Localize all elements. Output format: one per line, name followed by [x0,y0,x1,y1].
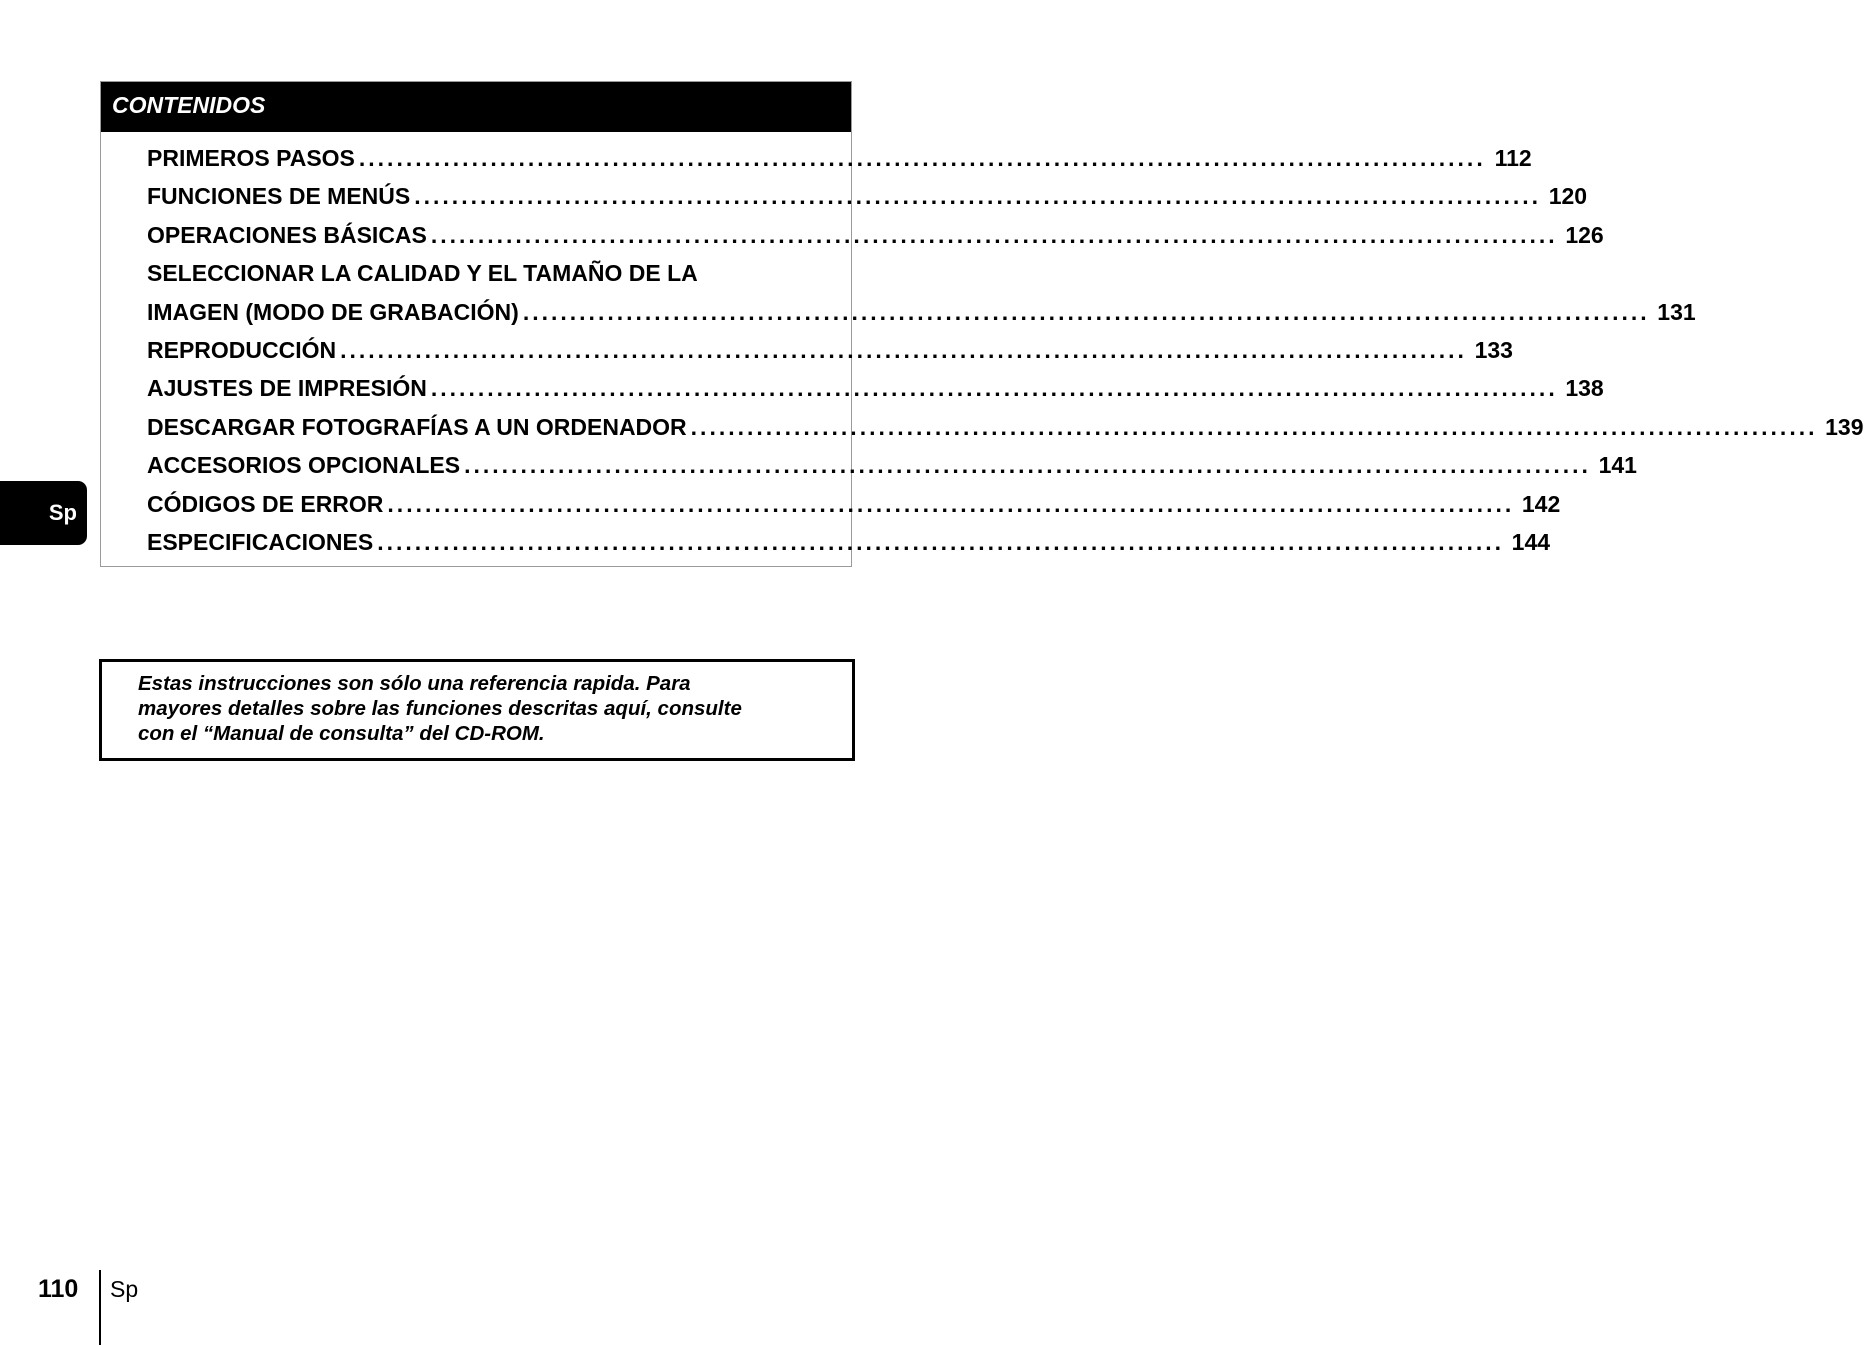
toc-entry-title: ESPECIFICACIONES [147,528,374,555]
dot-leader: ........................................................................................................................ [430,221,1558,248]
toc-entry-page: 112 [1494,145,1532,171]
dot-leader: ........................................................................................................................ [464,452,1591,479]
toc-entry-page: 126 [1565,221,1604,248]
toc-entry-title: OPERACIONES BÁSICAS [147,221,427,248]
toc-entry-page: 142 [1521,490,1561,517]
toc-entry[interactable] [147,293,1696,331]
toc-list [147,139,1864,561]
dot-leader: ........................................................................................................................ [340,336,1467,363]
note-line: Estas instrucciones son sólo una referencia rapida. Para [138,672,691,695]
dot-leader: ........................................................................................................................ [387,490,1515,517]
table-of-contents [100,81,1864,567]
toc-entry-title: REPRODUCCIÓN [147,336,337,363]
footer-language: Sp [110,1276,139,1302]
dot-leader: ........................................................................................................................ [522,298,1650,325]
toc-entry-title: IMAGEN (MODO DE GRABACIÓN) [147,298,519,325]
toc-entry-title: SELECCIONAR LA CALIDAD Y EL TAMAÑO DE LA [147,260,698,287]
language-tab: Sp [0,481,87,545]
dot-leader: ........................................................................................................................ [414,183,1542,210]
note-line: mayores detalles sobre las funciones descritas aquí, consulte [138,697,742,720]
dot-leader: ........................................................................................................................ [430,375,1558,402]
toc-entry-page: 138 [1565,375,1604,402]
dot-leader: ........................................................................................................................ [358,145,1486,171]
toc-entry[interactable] [147,254,818,292]
page-number: 110 [38,1275,79,1303]
toc-entry-title: FUNCIONES DE MENÚS [147,183,411,210]
toc-entry[interactable] [147,216,1604,254]
note-line: con el “Manual de consulta” del CD-ROM. [138,722,545,745]
toc-entry[interactable] [147,177,1588,215]
reference-note [99,659,855,761]
toc-entry[interactable] [147,485,1561,523]
toc-entry-title: AJUSTES DE IMPRESIÓN [147,375,427,402]
toc-entry[interactable] [147,446,1637,484]
toc-entry-page: 133 [1474,336,1513,363]
dot-leader: ........................................................................................................................ [377,528,1505,555]
toc-entry-page: 131 [1657,298,1696,325]
dot-leader: ........................................................................................................................ [690,413,1818,440]
footer-divider [99,1270,101,1345]
toc-entry[interactable] [147,523,1551,561]
toc-heading: CONTENIDOS [101,82,851,132]
toc-entry-title: PRIMEROS PASOS [147,145,355,171]
toc-entry-title: CÓDIGOS DE ERROR [147,490,384,517]
toc-entry[interactable] [147,331,1513,369]
toc-entry[interactable] [147,369,1604,407]
toc-entry-title: ACCESORIOS OPCIONALES [147,452,461,479]
toc-entry[interactable] [147,408,1864,446]
toc-entry[interactable] [147,139,1532,177]
toc-entry-page: 144 [1511,528,1551,555]
toc-entry-title: DESCARGAR FOTOGRAFÍAS A UN ORDENADOR [147,413,687,440]
toc-entry-page: 120 [1548,183,1588,210]
toc-entry-page: 139 [1825,413,1864,440]
toc-entry-page: 141 [1598,452,1637,479]
